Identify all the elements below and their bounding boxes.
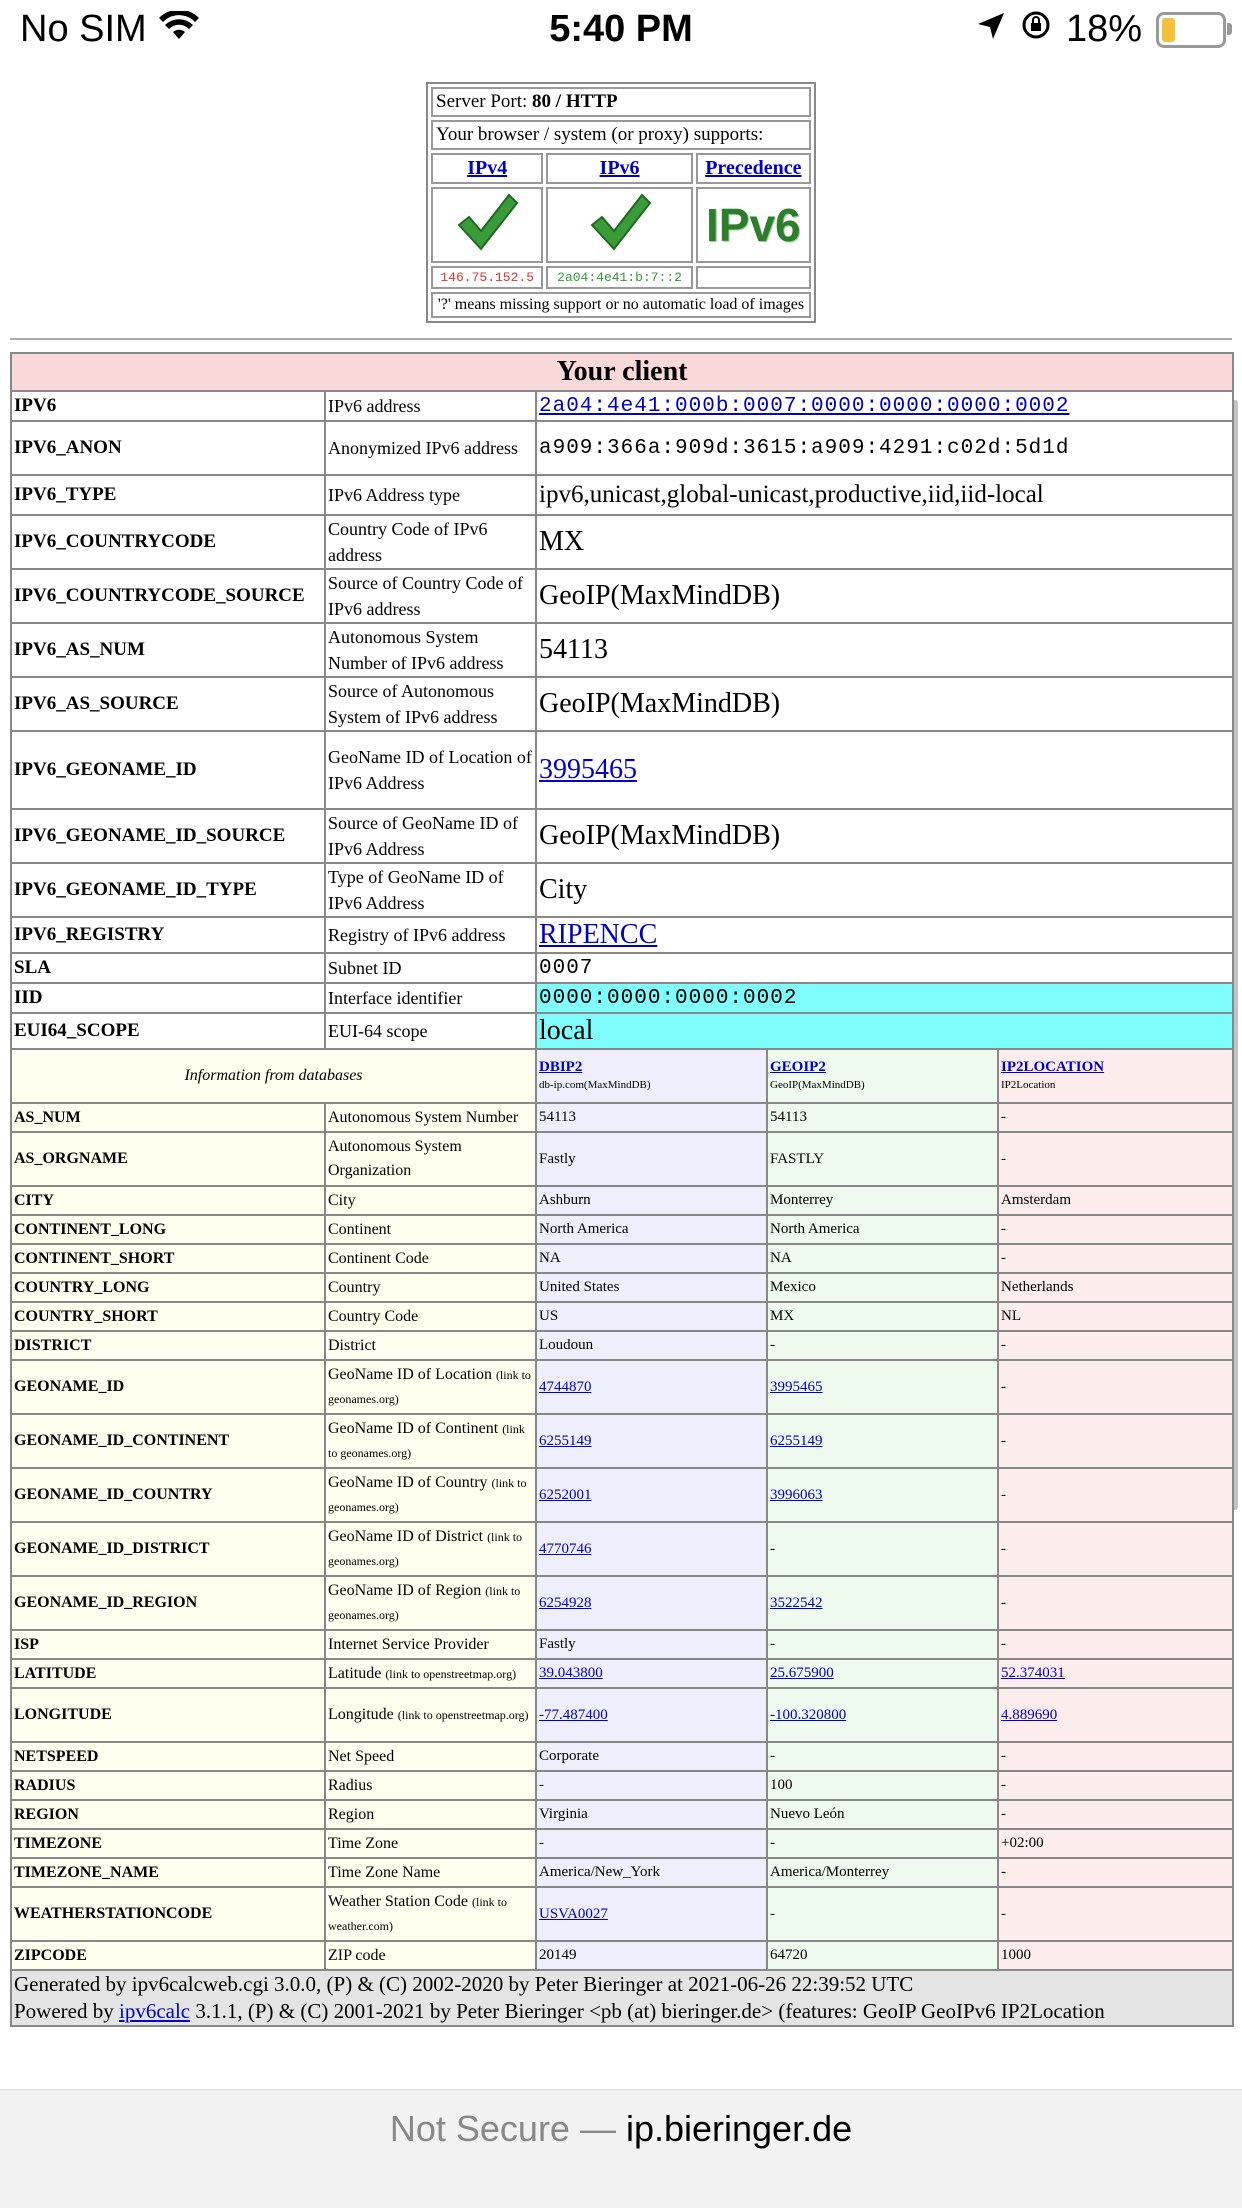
client-desc: Source of Country Code of IPv6 address: [325, 569, 536, 623]
db-key: GEONAME_ID_CONTINENT: [11, 1414, 325, 1468]
db-value: -: [998, 1887, 1233, 1941]
client-desc: IPv6 Address type: [325, 475, 536, 515]
db-key: CITY: [11, 1186, 325, 1215]
db-value: -: [998, 1331, 1233, 1360]
client-row: [11, 391, 1233, 421]
client-key: IID: [11, 983, 325, 1013]
ipv6-check-icon: [588, 237, 652, 258]
db-row: [11, 1659, 1233, 1688]
db-col-ip2location: [998, 1049, 1233, 1103]
db-value-link[interactable]: 6255149: [770, 1432, 823, 1449]
db-desc: [325, 1630, 536, 1659]
db-desc-text: Net Speed: [328, 1747, 395, 1765]
client-key: IPV6_GEONAME_ID: [11, 731, 325, 809]
client-desc: Anonymized IPv6 address: [325, 421, 536, 475]
db-value: -: [767, 1522, 998, 1576]
client-desc: IPv6 address: [325, 391, 536, 421]
db-value: -: [998, 1468, 1233, 1522]
ip2location-sub: IP2Location: [1001, 1079, 1056, 1091]
db-value: Ashburn: [536, 1186, 767, 1215]
db-value-link[interactable]: 3995465: [770, 1378, 823, 1395]
db-row: [11, 1103, 1233, 1132]
db-value: Nuevo León: [767, 1800, 998, 1829]
client-key: IPV6: [11, 391, 325, 421]
db-value: US: [536, 1302, 767, 1331]
client-value: a909:366a:909d:3615:a909:4291:c02d:5d1d: [536, 421, 1233, 475]
db-desc: [325, 1887, 536, 1941]
db-value: [536, 1360, 767, 1414]
db-key: TIMEZONE_NAME: [11, 1858, 325, 1887]
client-key: IPV6_TYPE: [11, 475, 325, 515]
scrollbar[interactable]: [1232, 400, 1238, 1510]
client-desc: Interface identifier: [325, 983, 536, 1013]
db-desc-text: Autonomous System Number: [328, 1108, 519, 1126]
db-desc: [325, 1688, 536, 1742]
db-value: [767, 1414, 998, 1468]
db-value: Corporate: [536, 1742, 767, 1771]
db-value: NA: [767, 1244, 998, 1273]
db-info-label: Information from databases: [11, 1049, 536, 1103]
db-desc-text: Longitude: [328, 1706, 394, 1723]
client-key: IPV6_GEONAME_ID_SOURCE: [11, 809, 325, 863]
db-value-link[interactable]: 6255149: [539, 1432, 592, 1449]
db-desc-text: Country: [328, 1278, 381, 1296]
db-value: Fastly: [536, 1630, 767, 1659]
db-desc: [325, 1331, 536, 1360]
dbip2-sub: db-ip.com(MaxMindDB): [539, 1079, 651, 1091]
db-value: Netherlands: [998, 1273, 1233, 1302]
db-desc: [325, 1186, 536, 1215]
db-desc: [325, 1468, 536, 1522]
db-key: COUNTRY_LONG: [11, 1273, 325, 1302]
db-value: +02:00: [998, 1829, 1233, 1858]
db-value: -: [998, 1103, 1233, 1132]
db-key: RADIUS: [11, 1771, 325, 1800]
carrier-label: No SIM: [20, 8, 147, 50]
domain-label: ip.bieringer.de: [625, 2108, 853, 2149]
db-value: -: [998, 1414, 1233, 1468]
db-value-link[interactable]: 3996063: [770, 1486, 823, 1503]
client-row: [11, 623, 1233, 677]
db-desc-text: Autonomous System Organization: [328, 1138, 462, 1179]
client-row: [11, 677, 1233, 731]
db-key: REGION: [11, 1800, 325, 1829]
db-desc-text: Radius: [328, 1776, 373, 1794]
db-row: [11, 1132, 1233, 1186]
footer-powered: Powered by ipv6calc 3.1.1, (P) & (C) 2001-2021 by Peter Bieringer <pb (at) bieringer.de> (features: GeoIP GeoIPv6 IP2Location: [14, 1999, 1105, 2023]
client-key: IPV6_REGISTRY: [11, 917, 325, 953]
client-key: IPV6_COUNTRYCODE: [11, 515, 325, 569]
db-value: -: [767, 1829, 998, 1858]
ipv4-link[interactable]: IPv4: [467, 157, 508, 179]
client-key: IPV6_COUNTRYCODE_SOURCE: [11, 569, 325, 623]
geoip2-link[interactable]: GEOIP2: [770, 1059, 826, 1075]
db-key: CONTINENT_SHORT: [11, 1244, 325, 1273]
footer: [11, 1970, 1233, 2026]
db-value-link[interactable]: 52.374031: [1001, 1665, 1065, 1681]
db-desc: [325, 1742, 536, 1771]
db-desc-text: ZIP code: [328, 1946, 386, 1964]
db-value: [536, 1887, 767, 1941]
client-desc: Registry of IPv6 address: [325, 917, 536, 953]
db-desc-note: (link to openstreetmap.org): [397, 1708, 529, 1722]
client-value: 0000:0000:0000:0002: [536, 983, 1233, 1013]
db-desc: [325, 1414, 536, 1468]
db-value-link[interactable]: 3522542: [770, 1594, 823, 1611]
db-desc: [325, 1858, 536, 1887]
client-row: [11, 863, 1233, 917]
client-value: GeoIP(MaxMindDB): [536, 677, 1233, 731]
db-value: [536, 1468, 767, 1522]
client-row: [11, 731, 1233, 809]
client-row: [11, 569, 1233, 623]
battery-icon: [1156, 12, 1226, 48]
db-value: 1000: [998, 1941, 1233, 1970]
client-key: IPV6_AS_NUM: [11, 623, 325, 677]
db-row: [11, 1186, 1233, 1215]
db-desc-text: GeoName ID of Country: [328, 1474, 488, 1491]
db-key: NETSPEED: [11, 1742, 325, 1771]
db-desc-text: GeoName ID of Location: [328, 1366, 492, 1383]
db-value: [767, 1360, 998, 1414]
footer-generated: Generated by ipv6calcweb.cgi 3.0.0, (P) & (C) 2002-2020 by Peter Bieringer at 2021-06-26 22:39:52 UTC: [14, 1972, 914, 1996]
client-value: GeoIP(MaxMindDB): [536, 569, 1233, 623]
db-value: [767, 1576, 998, 1630]
client-key: IPV6_ANON: [11, 421, 325, 475]
db-desc-text: Country Code: [328, 1307, 419, 1325]
client-info-table: [10, 352, 1232, 2027]
db-row: [11, 1887, 1233, 1941]
db-row: [11, 1522, 1233, 1576]
db-desc-note: (link to geonames.org): [328, 1476, 527, 1514]
client-row: [11, 475, 1233, 515]
db-value-link[interactable]: USVA0027: [539, 1905, 608, 1922]
db-desc-text: GeoName ID of Continent: [328, 1420, 499, 1437]
client-value: 54113: [536, 623, 1233, 677]
db-value-link[interactable]: 6254928: [539, 1594, 592, 1611]
db-value: MX: [767, 1302, 998, 1331]
db-value: NA: [536, 1244, 767, 1273]
client-key: IPV6_GEONAME_ID_TYPE: [11, 863, 325, 917]
client-key: SLA: [11, 953, 325, 983]
client-value: City: [536, 863, 1233, 917]
db-desc-note: (link to geonames.org): [328, 1584, 521, 1622]
db-key: WEATHERSTATIONCODE: [11, 1887, 325, 1941]
client-key: EUI64_SCOPE: [11, 1013, 325, 1049]
db-value: Amsterdam: [998, 1186, 1233, 1215]
db-value: Mexico: [767, 1273, 998, 1302]
db-value: -: [998, 1360, 1233, 1414]
db-desc-text: Time Zone: [328, 1834, 399, 1852]
db-value: 64720: [767, 1941, 998, 1970]
db-row: [11, 1858, 1233, 1887]
db-value: North America: [536, 1215, 767, 1244]
db-row: [11, 1302, 1233, 1331]
db-key: COUNTRY_SHORT: [11, 1302, 325, 1331]
db-row: [11, 1273, 1233, 1302]
db-value: -: [998, 1522, 1233, 1576]
db-key: GEONAME_ID_DISTRICT: [11, 1522, 325, 1576]
client-desc: Source of GeoName ID of IPv6 Address: [325, 809, 536, 863]
client-desc: Autonomous System Number of IPv6 address: [325, 623, 536, 677]
db-value-link[interactable]: -77.487400: [539, 1706, 608, 1723]
client-value: MX: [536, 515, 1233, 569]
db-value-link[interactable]: 4744870: [539, 1378, 592, 1395]
geoip2-sub: GeoIP(MaxMindDB): [770, 1079, 865, 1091]
db-desc: [325, 1215, 536, 1244]
db-desc: [325, 1522, 536, 1576]
precedence-link[interactable]: Precedence: [705, 157, 802, 179]
db-row: [11, 1244, 1233, 1273]
db-desc: [325, 1244, 536, 1273]
db-key: DISTRICT: [11, 1331, 325, 1360]
ipv6-address: 2a04:4e41:b:7::2: [546, 266, 692, 289]
client-value-link[interactable]: 3995465: [539, 754, 637, 785]
url-bar[interactable]: [0, 2089, 1242, 2208]
support-note: '?' means missing support or no automatic load of images: [431, 292, 811, 318]
db-value-link[interactable]: 6252001: [539, 1486, 592, 1503]
db-value: -: [767, 1887, 998, 1941]
db-key: ISP: [11, 1630, 325, 1659]
db-col-dbip2: [536, 1049, 767, 1103]
client-value: [536, 731, 1233, 809]
ipv4-check-icon: [455, 237, 519, 258]
db-value: -: [998, 1132, 1233, 1186]
db-col-geoip2: [767, 1049, 998, 1103]
client-desc: GeoName ID of Location of IPv6 Address: [325, 731, 536, 809]
db-value: [998, 1659, 1233, 1688]
db-value: Virginia: [536, 1800, 767, 1829]
db-desc: [325, 1941, 536, 1970]
db-value: America/Monterrey: [767, 1858, 998, 1887]
client-desc: Country Code of IPv6 address: [325, 515, 536, 569]
db-row: [11, 1688, 1233, 1742]
db-value: -: [998, 1771, 1233, 1800]
db-desc: [325, 1659, 536, 1688]
db-desc: [325, 1576, 536, 1630]
db-row: [11, 1576, 1233, 1630]
db-value-link[interactable]: 4770746: [539, 1540, 592, 1557]
db-value: -: [998, 1742, 1233, 1771]
clock: 5:40 PM: [549, 8, 693, 50]
db-value: FASTLY: [767, 1132, 998, 1186]
db-desc-text: Continent: [328, 1220, 392, 1238]
db-value: -: [998, 1576, 1233, 1630]
divider: [10, 338, 1232, 340]
db-value: -: [998, 1244, 1233, 1273]
ip2location-link[interactable]: IP2LOCATION: [1001, 1059, 1105, 1075]
db-value: [536, 1414, 767, 1468]
db-row: [11, 1829, 1233, 1858]
server-port: Server Port: 80 / HTTP: [431, 87, 811, 117]
db-value: United States: [536, 1273, 767, 1302]
db-row: [11, 1468, 1233, 1522]
db-value: 54113: [536, 1103, 767, 1132]
db-value: [536, 1576, 767, 1630]
db-key: TIMEZONE: [11, 1829, 325, 1858]
db-key: CONTINENT_LONG: [11, 1215, 325, 1244]
db-value: Fastly: [536, 1132, 767, 1186]
db-desc: [325, 1771, 536, 1800]
db-value: [998, 1688, 1233, 1742]
server-support-box: [426, 82, 816, 323]
db-desc: [325, 1360, 536, 1414]
db-value: Loudoun: [536, 1331, 767, 1360]
db-value: -: [767, 1331, 998, 1360]
db-key: LATITUDE: [11, 1659, 325, 1688]
db-row: [11, 1360, 1233, 1414]
client-desc: Subnet ID: [325, 953, 536, 983]
db-desc-text: Internet Service Provider: [328, 1635, 489, 1653]
db-value: [767, 1688, 998, 1742]
client-row: [11, 515, 1233, 569]
client-value: 0007: [536, 953, 1233, 983]
db-value: [536, 1659, 767, 1688]
db-desc: [325, 1302, 536, 1331]
client-row: [11, 809, 1233, 863]
client-row: [11, 421, 1233, 475]
location-icon: [976, 8, 1006, 51]
db-key: AS_NUM: [11, 1103, 325, 1132]
db-value: [536, 1688, 767, 1742]
db-desc-text: Latitude: [328, 1664, 382, 1682]
client-row: [11, 983, 1233, 1013]
client-value: [536, 917, 1233, 953]
db-value: -: [767, 1742, 998, 1771]
battery-percent: 18%: [1065, 8, 1142, 50]
ipv6-precedence-logo: IPv6: [706, 199, 801, 251]
db-desc-text: District: [328, 1336, 376, 1354]
db-key: GEONAME_ID_REGION: [11, 1576, 325, 1630]
db-value-link[interactable]: 39.043800: [539, 1665, 603, 1681]
db-row: [11, 1771, 1233, 1800]
db-value-link[interactable]: -100.320800: [770, 1706, 847, 1723]
db-value: -: [536, 1771, 767, 1800]
db-value: -: [536, 1829, 767, 1858]
dbip2-link[interactable]: DBIP2: [539, 1059, 583, 1075]
client-value-link[interactable]: 2a04:4e41:000b:0007:0000:0000:0000:0002: [539, 394, 1070, 418]
db-value: [767, 1468, 998, 1522]
db-row: [11, 1800, 1233, 1829]
db-key: GEONAME_ID_COUNTRY: [11, 1468, 325, 1522]
db-key: AS_ORGNAME: [11, 1132, 325, 1186]
db-value: [536, 1522, 767, 1576]
client-desc: Source of Autonomous System of IPv6 address: [325, 677, 536, 731]
client-value: [536, 391, 1233, 421]
db-key: LONGITUDE: [11, 1688, 325, 1742]
client-value: ipv6,unicast,global-unicast,productive,iid,iid-local: [536, 475, 1233, 515]
db-value: 20149: [536, 1941, 767, 1970]
db-value: America/New_York: [536, 1858, 767, 1887]
client-desc: Type of GeoName ID of IPv6 Address: [325, 863, 536, 917]
db-desc-text: Weather Station Code: [328, 1893, 469, 1910]
client-value-link[interactable]: RIPENCC: [539, 919, 658, 950]
client-row: [11, 1013, 1233, 1049]
your-client-title: Your client: [11, 353, 1233, 391]
db-value: -: [767, 1630, 998, 1659]
db-key: GEONAME_ID: [11, 1360, 325, 1414]
db-value: 100: [767, 1771, 998, 1800]
db-desc-text: GeoName ID of Region: [328, 1582, 482, 1599]
db-key: ZIPCODE: [11, 1941, 325, 1970]
db-row: [11, 1215, 1233, 1244]
db-value: -: [998, 1800, 1233, 1829]
db-value: -: [998, 1858, 1233, 1887]
db-desc: [325, 1829, 536, 1858]
db-desc-note: (link to geonames.org): [328, 1422, 525, 1460]
ipv4-address: 146.75.152.5: [431, 266, 543, 289]
client-row: [11, 953, 1233, 983]
db-desc-note: (link to geonames.org): [328, 1368, 531, 1406]
db-value: 54113: [767, 1103, 998, 1132]
db-value-link[interactable]: 4.889690: [1001, 1706, 1058, 1723]
db-row: [11, 1331, 1233, 1360]
supports-label: Your browser / system (or proxy) supports:: [431, 120, 811, 150]
db-desc-text: City: [328, 1191, 356, 1209]
db-row: [11, 1630, 1233, 1659]
db-value: Monterrey: [767, 1186, 998, 1215]
db-value: -: [998, 1215, 1233, 1244]
db-desc-text: Region: [328, 1805, 375, 1823]
ipv6calc-link[interactable]: ipv6calc: [118, 1999, 191, 2023]
client-value: GeoIP(MaxMindDB): [536, 809, 1233, 863]
db-desc: [325, 1273, 536, 1302]
db-desc-note: (link to geonames.org): [328, 1530, 523, 1568]
db-value: [767, 1659, 998, 1688]
db-row: [11, 1414, 1233, 1468]
client-key: IPV6_AS_SOURCE: [11, 677, 325, 731]
rotation-lock-icon: [1020, 8, 1052, 51]
precedence-empty: [696, 266, 811, 289]
client-desc: EUI-64 scope: [325, 1013, 536, 1049]
db-desc: [325, 1103, 536, 1132]
db-desc-text: GeoName ID of District: [328, 1528, 484, 1545]
db-row: [11, 1941, 1233, 1970]
client-value: local: [536, 1013, 1233, 1049]
db-value-link[interactable]: 25.675900: [770, 1665, 834, 1681]
db-desc: [325, 1132, 536, 1186]
db-row: [11, 1742, 1233, 1771]
status-bar: [0, 0, 1242, 64]
ipv6-link[interactable]: IPv6: [599, 157, 640, 179]
db-value: NL: [998, 1302, 1233, 1331]
db-desc-text: Continent Code: [328, 1249, 429, 1267]
db-value: -: [998, 1630, 1233, 1659]
db-desc-text: Time Zone Name: [328, 1863, 441, 1881]
db-desc-note: (link to weather.com): [328, 1895, 508, 1933]
db-desc: [325, 1800, 536, 1829]
not-secure-label: Not Secure —: [389, 2108, 616, 2149]
client-row: [11, 917, 1233, 953]
db-desc-note: (link to openstreetmap.org): [385, 1666, 517, 1681]
db-value: North America: [767, 1215, 998, 1244]
